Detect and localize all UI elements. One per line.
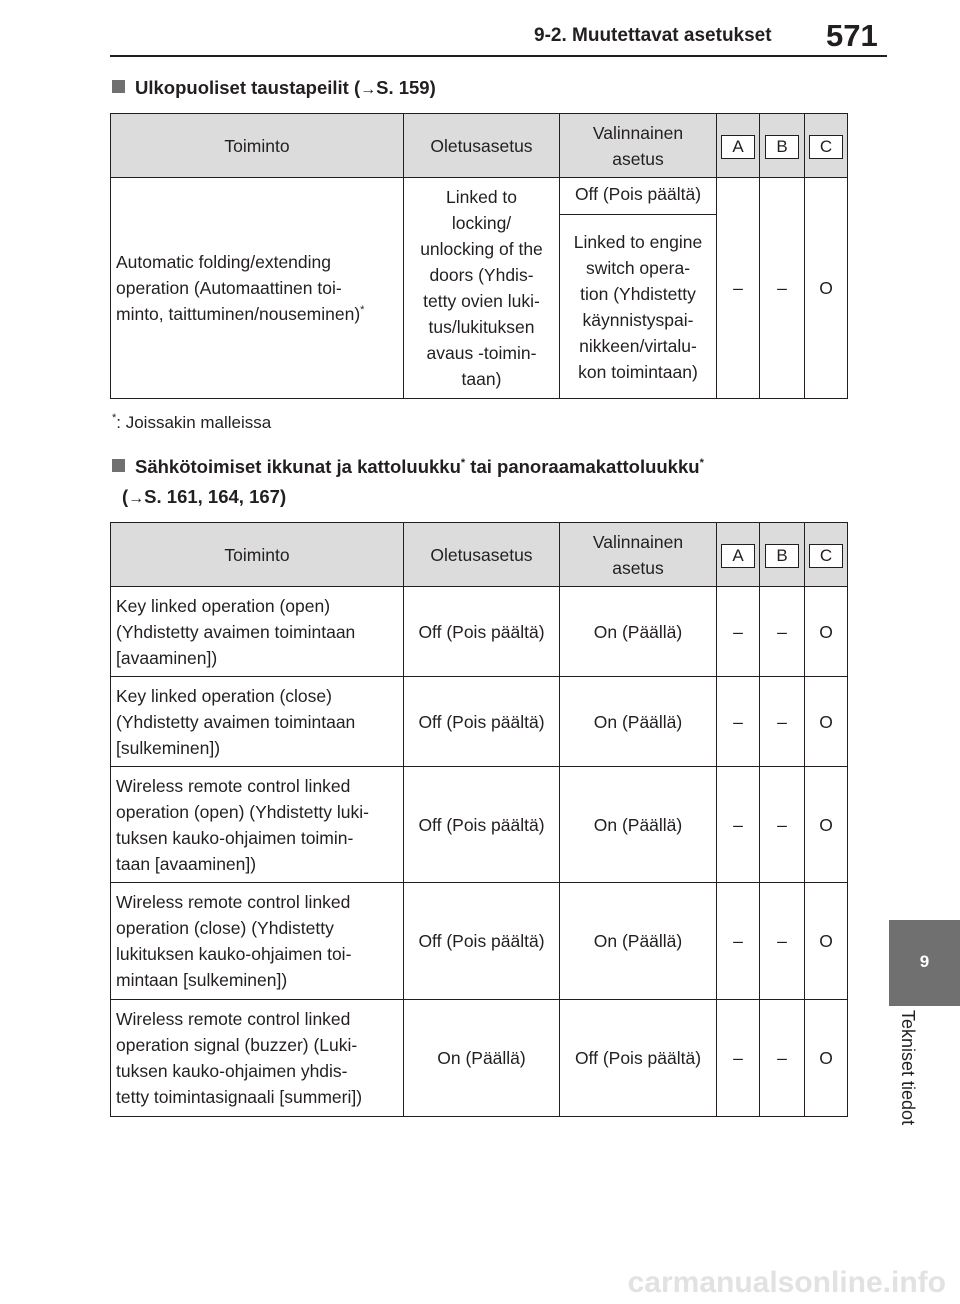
- footnote: [112, 410, 271, 436]
- section2-reference-line: (→S. 161, 164, 167): [122, 486, 287, 507]
- chapter-tab: [889, 920, 960, 1006]
- table-row: [111, 587, 848, 677]
- col-c-header: C: [805, 114, 848, 178]
- option-cell: Off (Pois päältä): [560, 178, 717, 215]
- section2-heading: Sähkötoimiset ikkunat ja kattoluukku* tai panoraamakattoluukku*: [112, 451, 704, 483]
- default-cell: On (Päällä): [404, 1000, 560, 1117]
- col-c-header: C: [805, 523, 848, 587]
- a-cell: –: [717, 1000, 760, 1117]
- function-cell: Wireless remote control linked operation (close) (Yhdistetty lukituksen kauko-ohjaimen toi- mintaan [sulkeminen]): [111, 883, 404, 1000]
- arrow-right-icon: →: [128, 490, 145, 507]
- chapter-title: Tekniset tiedot: [898, 1010, 918, 1126]
- a-cell: –: [717, 767, 760, 883]
- table-row: [111, 178, 848, 215]
- function-cell: Key linked operation (open) (Yhdistetty avaimen toimintaan [avaaminen]): [111, 587, 404, 677]
- b-cell: –: [760, 677, 805, 767]
- a-cell: –: [717, 178, 760, 399]
- a-cell: –: [717, 677, 760, 767]
- c-cell: O: [805, 677, 848, 767]
- c-cell: O: [805, 883, 848, 1000]
- col-b-header: B: [760, 114, 805, 178]
- option-cell: On (Päällä): [560, 883, 717, 1000]
- b-cell: –: [760, 178, 805, 399]
- b-cell: –: [760, 883, 805, 1000]
- col-optional-header: Valinnainen asetus: [560, 114, 717, 178]
- section1-heading: [112, 72, 436, 106]
- mirror-settings-table: [110, 113, 848, 399]
- col-optional-header: Valinnainen asetus: [560, 523, 717, 587]
- watermark: [0, 1262, 960, 1302]
- table-row: [111, 883, 848, 1000]
- function-cell: Key linked operation (close) (Yhdistetty avaimen toimintaan [sulkeminen]): [111, 677, 404, 767]
- col-b-header: B: [760, 523, 805, 587]
- square-bullet-icon: [112, 459, 125, 472]
- footnote-text: : Joissakin malleissa: [116, 413, 272, 432]
- table-header-row: [111, 114, 848, 178]
- col-function-header: Toiminto: [111, 523, 404, 587]
- square-bullet-icon: [112, 80, 125, 93]
- watermark-text: carmanualsonline.info: [627, 1266, 946, 1299]
- page-number: 571: [826, 18, 878, 53]
- table-row: [111, 767, 848, 883]
- option-cell: Linked to engine switch opera- tion (Yhdistetty käynnistyspai- nikkeen/virtalu- kon toimintaan): [560, 215, 717, 399]
- table-row: [111, 1000, 848, 1117]
- b-cell: –: [760, 1000, 805, 1117]
- chapter-number: 9: [919, 952, 930, 971]
- function-cell: Wireless remote control linked operation signal (buzzer) (Luki- tuksen kauko-ohjaimen yhdis- tetty toimintasignaali [summeri]): [111, 1000, 404, 1117]
- option-cell: On (Päällä): [560, 767, 717, 883]
- b-cell: –: [760, 767, 805, 883]
- c-cell: O: [805, 767, 848, 883]
- b-cell: –: [760, 587, 805, 677]
- c-cell: O: [805, 178, 848, 399]
- default-cell: Off (Pois päältä): [404, 767, 560, 883]
- table-header-row: [111, 523, 848, 587]
- arrow-right-icon: →: [360, 81, 377, 98]
- header-divider: [110, 55, 887, 57]
- c-cell: O: [805, 587, 848, 677]
- function-cell: Automatic folding/extending operation (Automaattinen toi- minto, taittuminen/nouseminen)*: [111, 178, 404, 399]
- table-row: [111, 677, 848, 767]
- option-cell: On (Päällä): [560, 677, 717, 767]
- function-cell: Wireless remote control linked operation (open) (Yhdistetty luki- tuksen kauko-ohjaimen toimin- taan [avaaminen]): [111, 767, 404, 883]
- col-default-header: Oletusasetus: [404, 114, 560, 178]
- option-cell: On (Päällä): [560, 587, 717, 677]
- col-a-header: A: [717, 523, 760, 587]
- default-cell: Off (Pois päältä): [404, 883, 560, 1000]
- page-header: [0, 0, 960, 72]
- default-cell: Off (Pois päältä): [404, 587, 560, 677]
- option-cell: Off (Pois päältä): [560, 1000, 717, 1117]
- section-title: 9-2. Muutettavat asetukset: [534, 25, 772, 46]
- windows-roof-settings-table: [110, 522, 848, 1117]
- default-cell: Off (Pois päältä): [404, 677, 560, 767]
- section2-reference: S. 161, 164, 167): [144, 486, 287, 507]
- col-function-header: Toiminto: [111, 114, 404, 178]
- col-a-header: A: [717, 114, 760, 178]
- section1-title: Ulkopuoliset taustapeilit (: [135, 77, 361, 98]
- default-cell: Linked to locking/ unlocking of the doors (Yhdis- tetty ovien luki- tus/lukituksen avaus -toimin- taan): [404, 178, 560, 399]
- section1-reference: S. 159): [376, 77, 436, 98]
- c-cell: O: [805, 1000, 848, 1117]
- a-cell: –: [717, 883, 760, 1000]
- col-default-header: Oletusasetus: [404, 523, 560, 587]
- footnote-mark: *: [112, 412, 117, 424]
- a-cell: –: [717, 587, 760, 677]
- chapter-label: [897, 1010, 923, 1170]
